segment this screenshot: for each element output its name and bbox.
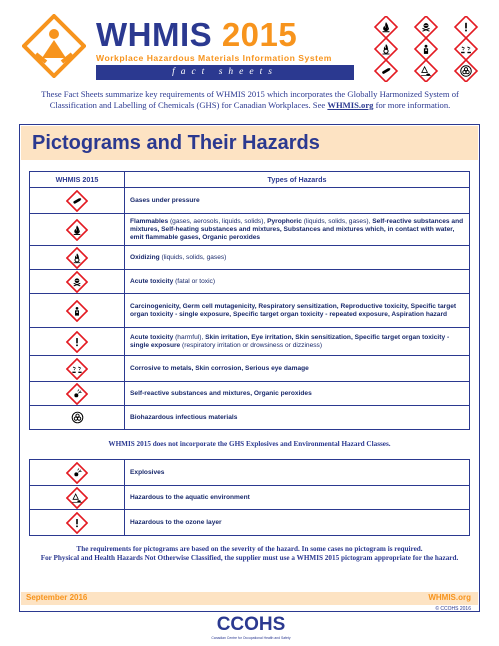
hazard-text: (liquids, solids, gases) [159,253,227,261]
header-pictograms [366,16,486,82]
intro-text-after: for more information. [373,99,451,110]
footer-bar [21,592,478,605]
footer-copyright: © CCOHS 2016 [435,606,471,612]
skull-crossbones-icon [415,16,437,38]
hazard-description [125,270,470,294]
hazard-text: Self-reactive substances and mixtures, Organic peroxides [130,389,312,397]
environment-icon [66,487,88,509]
page-title [96,18,297,52]
table-row [30,294,470,328]
hazard-text: Acute toxicity [130,277,174,285]
whmis-link[interactable]: WHMIS.org [327,99,374,110]
pictogram-cell [30,188,125,214]
hazard-description [125,328,470,356]
table-row [30,188,470,214]
footer-date: September 2016 [26,593,88,602]
pictogram-cell [30,406,125,430]
hazard-text: Oxidizing [130,253,160,261]
fact-sheets-bar: fact sheets [96,65,354,80]
table-header-row [30,172,470,188]
table-row [30,214,470,246]
hazard-text: (liquids, solids, gases), [301,217,373,225]
title-year: 2015 [221,16,298,53]
hazard-description [125,382,470,406]
requirements-note [29,545,470,563]
ccohs-logo [201,608,301,642]
hazard-text: Hazardous to the aquatic environment [130,493,250,501]
hazard-text: (respiratory irritation or drowsiness or dizziness) [180,341,323,349]
biohazard-icon [69,409,86,426]
flame-icon [66,219,88,241]
pictogram-table [29,171,470,430]
hazard-description [125,294,470,328]
hazard-text: Hazardous to the ozone layer [130,518,222,526]
hazard-text: Skin irritation, Eye irritation, Skin sensitization, Specific target organ toxicity - single exposure [130,333,450,349]
section-title: Pictograms and Their Hazards [32,132,320,154]
page-subtitle: Workplace Hazardous Materials Information System [96,53,332,63]
gas-cylinder-icon [66,190,88,212]
health-hazard-icon [415,38,437,60]
exclamation-icon [455,16,477,38]
table-row [30,328,470,356]
flame-over-circle-icon [375,38,397,60]
flame-icon [375,16,397,38]
pictogram-cell [30,460,125,486]
hazard-text: Self-reactive substances and mixtures, Self-heating substances and mixtures, Substances and mixtures which, in contact with water, emit flammable gases, Organic peroxides [130,217,464,241]
hazard-text: Biohazardous infectious materials [130,413,238,421]
whmis-logo-icon [22,14,86,78]
table-row [30,406,470,430]
table-row [30,382,470,406]
requirements-note-line2: For Physical and Health Hazards Not Otherwise Classified, the supplier must use a WHMIS 2015 pictogram appropriate for the hazard. [40,554,459,562]
corrosion-icon [66,358,88,380]
pictogram-cell [30,510,125,536]
col-header-hazards: Types of Hazards [125,172,470,188]
table-row [30,246,470,270]
col-header-whmis: WHMIS 2015 [30,172,125,188]
page-header [0,0,499,86]
ghs-only-table [29,459,470,536]
hazard-description [125,510,470,536]
pictogram-cell [30,328,125,356]
table-row [30,486,470,510]
pictogram-cell [30,246,125,270]
hazard-text: Pyrophoric [267,217,302,225]
pictogram-cell [30,356,125,382]
hazard-text: (harmful), [173,333,206,341]
exclamation-icon [66,512,88,534]
hazard-text: Gases under pressure [130,196,200,204]
pictogram-cell [30,294,125,328]
hazard-description [125,460,470,486]
hazard-description [125,246,470,270]
hazard-text: Explosives [130,468,165,476]
hazard-description [125,188,470,214]
table-row [30,460,470,486]
health-hazard-icon [66,300,88,322]
hazard-description [125,356,470,382]
ccohs-logo-text: CCOHS [216,614,286,635]
hazard-text: Carcinogenicity, Germ cell mutagenicity, Respiratory sensitization, Reproductive toxicity, Specific target organ toxicity - single exposure, Specific target organ toxicity - repeated exposure, Aspiration hazard [130,302,457,318]
footer-site-link[interactable]: WHMIS.org [428,593,471,602]
hazard-description [125,486,470,510]
requirements-note-line1: The requirements for pictograms are based on the severity of the hazard. In some cases no pictogram is required. [76,545,423,553]
exploding-bomb-icon [66,462,88,484]
exploding-bomb-icon [66,383,88,405]
hazard-text: Acute toxicity [130,333,174,341]
ccohs-logo-fullname: Canadian Centre for Occupational Health and Safety [211,636,291,640]
environment-icon [415,60,437,82]
flame-over-circle-icon [66,247,88,269]
excluded-classes-note: WHMIS 2015 does not incorporate the GHS Explosives and Environmental Hazard Classes. [108,440,391,448]
skull-crossbones-icon [66,271,88,293]
intro-text [28,89,472,110]
gas-cylinder-icon [375,60,397,82]
hazard-description [125,214,470,246]
table-row [30,510,470,536]
pictogram-cell [30,270,125,294]
hazard-description [125,406,470,430]
table-row [30,356,470,382]
table-row [30,270,470,294]
pictogram-cell [30,214,125,246]
pictogram-cell [30,382,125,406]
intro-text-before: These Fact Sheets summarize key requirements of WHMIS 2015 which incorporates the Globally Harmonized System of Classification and Labelling of Chemicals (GHS) for Canadian Workplaces. See [41,89,459,110]
hazard-text: (gases, aerosols, liquids, solids), [168,217,268,225]
hazard-text: (fatal or toxic) [173,277,216,285]
title-whmis: WHMIS [96,16,213,53]
hazard-text: Flammables [130,217,169,225]
corrosion-icon [455,38,477,60]
hazard-text: Corrosive to metals, Skin corrosion, Serious eye damage [130,364,309,372]
exclamation-icon [66,331,88,353]
pictogram-cell [30,486,125,510]
biohazard-icon [455,60,477,82]
